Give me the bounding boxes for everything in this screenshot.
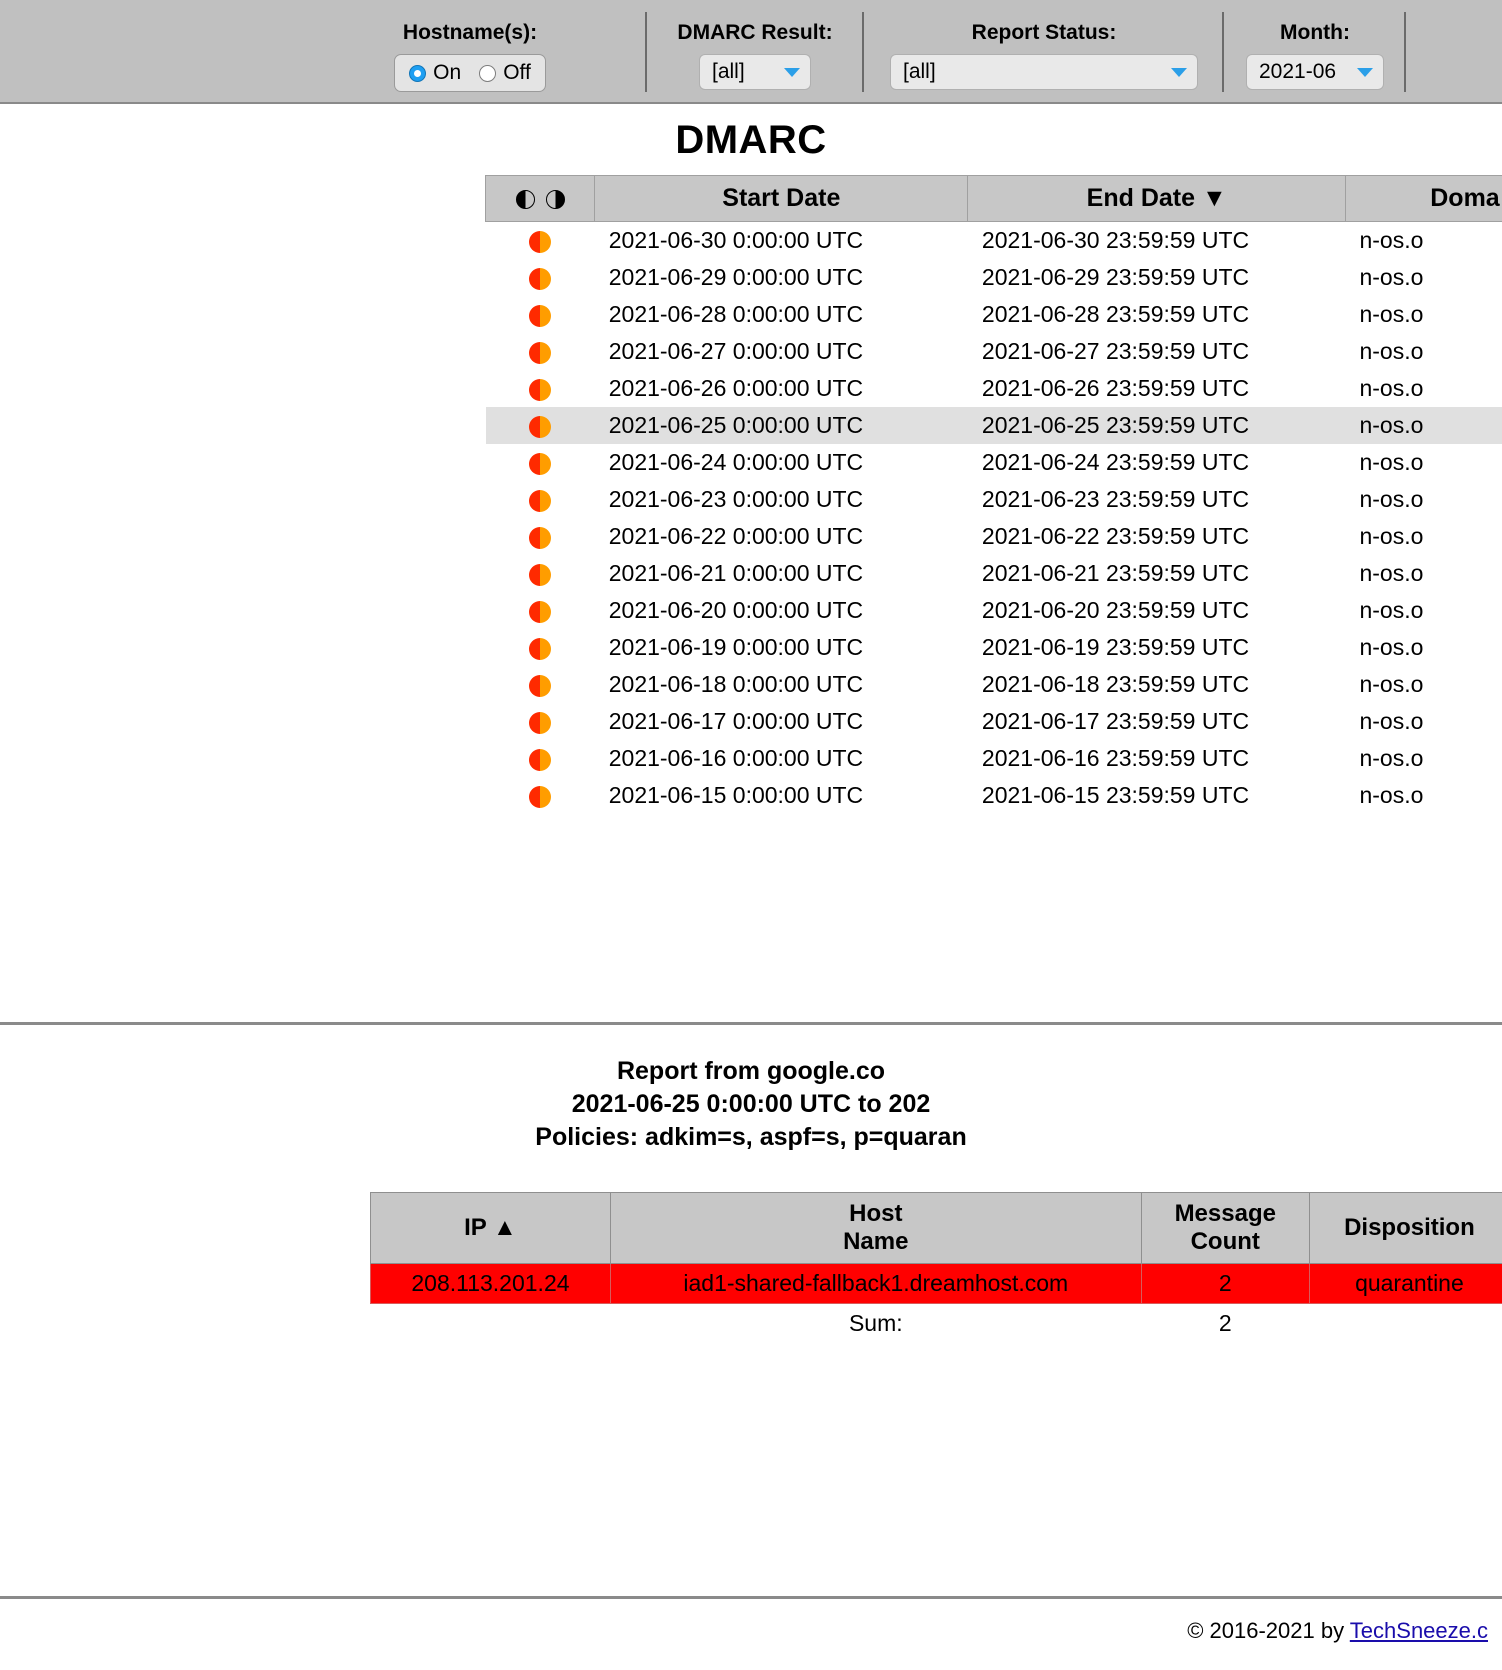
row-status-cell <box>486 407 595 444</box>
row-start-date: 2021-06-21 0:00:00 UTC <box>608 560 864 586</box>
row-end-date: 2021-06-24 23:59:59 UTC <box>981 449 1250 475</box>
status-toggle-icon[interactable] <box>510 184 570 213</box>
column-header-start-date[interactable]: Start Date <box>595 176 968 222</box>
row-end-date: 2021-06-19 23:59:59 UTC <box>981 634 1250 660</box>
dmarc-result-value: [all] <box>712 60 745 83</box>
table-row[interactable] <box>371 1264 1502 1304</box>
row-end-date: 2021-06-16 23:59:59 UTC <box>981 745 1250 771</box>
status-half-dot-icon <box>529 712 551 734</box>
sum-spacer-1 <box>371 1304 611 1344</box>
status-half-dot-icon <box>529 416 551 438</box>
row-start-date: 2021-06-24 0:00:00 UTC <box>608 449 864 475</box>
hostname-radio-on-label: On <box>433 61 462 84</box>
radio-on-icon[interactable] <box>409 65 426 82</box>
row-end-date: 2021-06-28 23:59:59 UTC <box>981 301 1250 327</box>
status-half-dot-icon <box>529 490 551 512</box>
reports-table <box>485 175 1502 814</box>
row-domain: n-os.o <box>1359 375 1424 401</box>
toolbar-divider-1 <box>645 12 647 92</box>
row-status-cell <box>486 629 595 666</box>
footer <box>0 1618 1502 1644</box>
hostname-radio-on[interactable] <box>409 61 461 85</box>
row-status-cell <box>486 222 595 260</box>
row-start-date: 2021-06-18 0:00:00 UTC <box>608 671 864 697</box>
sum-spacer-2 <box>1309 1304 1502 1344</box>
row-end-date: 2021-06-21 23:59:59 UTC <box>981 560 1250 586</box>
column-header-message-count[interactable] <box>1141 1193 1309 1264</box>
row-status-cell <box>486 444 595 481</box>
column-header-ip[interactable]: IP ▲ <box>371 1193 611 1264</box>
reports-table-body <box>486 222 1502 815</box>
row-start-date: 2021-06-22 0:00:00 UTC <box>608 523 864 549</box>
dmarc-result-filter <box>660 0 850 102</box>
table-row[interactable] <box>486 666 1502 703</box>
status-dot-left-icon[interactable] <box>516 190 535 209</box>
detail-row-host-name: iad1-shared-fallback1.dreamhost.com <box>610 1264 1141 1304</box>
detail-table-container <box>370 1192 1502 1343</box>
row-start-date: 2021-06-30 0:00:00 UTC <box>608 227 864 253</box>
status-dot-right-icon[interactable] <box>546 190 565 209</box>
dmarc-result-label: DMARC Result: <box>677 21 833 44</box>
table-row[interactable] <box>486 518 1502 555</box>
row-start-date: 2021-06-28 0:00:00 UTC <box>608 301 864 327</box>
sum-label: Sum: <box>848 1310 903 1336</box>
row-domain: n-os.o <box>1359 671 1424 697</box>
message-count-line-1: Message <box>1174 1200 1276 1227</box>
page-title: DMARC <box>675 118 827 162</box>
table-row[interactable] <box>486 777 1502 814</box>
footer-copyright: © 2016-2021 by <box>1187 1618 1350 1643</box>
table-row[interactable] <box>486 222 1502 260</box>
table-row[interactable] <box>486 370 1502 407</box>
row-start-date: 2021-06-26 0:00:00 UTC <box>608 375 864 401</box>
footer-divider <box>0 1596 1502 1599</box>
row-start-date: 2021-06-19 0:00:00 UTC <box>608 634 864 660</box>
table-row-selected[interactable] <box>486 407 1502 444</box>
detail-heading <box>0 1055 1502 1154</box>
column-header-status[interactable] <box>486 176 595 222</box>
row-start-date: 2021-06-27 0:00:00 UTC <box>608 338 864 364</box>
status-half-dot-icon <box>529 453 551 475</box>
row-end-date: 2021-06-26 23:59:59 UTC <box>981 375 1250 401</box>
row-start-date: 2021-06-23 0:00:00 UTC <box>608 486 864 512</box>
filter-toolbar <box>0 0 1502 104</box>
table-row[interactable] <box>486 592 1502 629</box>
table-row[interactable] <box>486 259 1502 296</box>
row-status-cell <box>486 703 595 740</box>
detail-sum-row <box>371 1304 1502 1344</box>
row-status-cell <box>486 740 595 777</box>
status-half-dot-icon <box>529 305 551 327</box>
column-header-domain[interactable]: Doma <box>1345 176 1502 222</box>
row-domain: n-os.o <box>1359 597 1424 623</box>
row-status-cell <box>486 555 595 592</box>
detail-row-message-count: 2 <box>1141 1264 1309 1304</box>
table-row[interactable] <box>486 296 1502 333</box>
message-count-line-2: Count <box>1190 1228 1260 1255</box>
row-end-date: 2021-06-17 23:59:59 UTC <box>981 708 1250 734</box>
row-status-cell <box>486 333 595 370</box>
row-domain: n-os.o <box>1359 634 1424 660</box>
row-domain: n-os.o <box>1359 264 1424 290</box>
status-half-dot-icon <box>529 231 551 253</box>
row-start-date: 2021-06-25 0:00:00 UTC <box>595 407 968 444</box>
detail-table <box>370 1192 1502 1343</box>
row-end-date: 2021-06-18 23:59:59 UTC <box>981 671 1250 697</box>
row-domain: n-os.o <box>1345 407 1502 444</box>
chevron-down-icon[interactable] <box>784 68 800 77</box>
status-half-dot-icon <box>529 527 551 549</box>
status-half-dot-icon <box>529 268 551 290</box>
row-start-date: 2021-06-16 0:00:00 UTC <box>608 745 864 771</box>
month-filter <box>1232 0 1398 102</box>
host-name-line-1: Host <box>849 1200 903 1227</box>
status-half-dot-icon <box>529 564 551 586</box>
toolbar-divider-2 <box>862 12 864 92</box>
toolbar-divider-4 <box>1404 12 1406 92</box>
row-domain: n-os.o <box>1359 338 1424 364</box>
row-domain: n-os.o <box>1359 449 1424 475</box>
table-row[interactable] <box>486 555 1502 592</box>
row-end-date: 2021-06-22 23:59:59 UTC <box>981 523 1250 549</box>
row-status-cell <box>486 777 595 814</box>
row-status-cell <box>486 481 595 518</box>
row-status-cell <box>486 592 595 629</box>
status-half-dot-icon <box>529 749 551 771</box>
row-end-date: 2021-06-15 23:59:59 UTC <box>981 782 1250 808</box>
dmarc-result-select[interactable] <box>699 54 811 90</box>
status-half-dot-icon <box>529 675 551 697</box>
report-status-select[interactable] <box>890 54 1198 90</box>
status-half-dot-icon <box>529 379 551 401</box>
table-row[interactable] <box>486 444 1502 481</box>
row-domain: n-os.o <box>1359 301 1424 327</box>
row-end-date: 2021-06-20 23:59:59 UTC <box>981 597 1250 623</box>
row-status-cell <box>486 370 595 407</box>
row-status-cell <box>486 666 595 703</box>
row-end-date: 2021-06-25 23:59:59 UTC <box>968 407 1346 444</box>
row-end-date: 2021-06-27 23:59:59 UTC <box>981 338 1250 364</box>
hostname-radio-off[interactable] <box>479 61 531 85</box>
row-domain: n-os.o <box>1359 745 1424 771</box>
status-half-dot-icon <box>529 342 551 364</box>
hostname-radio-group[interactable] <box>394 54 546 92</box>
detail-heading-line-3: Policies: adkim=s, aspf=s, p=quaran <box>535 1123 967 1151</box>
host-name-line-2: Name <box>843 1228 909 1255</box>
hostname-filter-label: Hostname(s): <box>402 21 538 44</box>
row-end-date: 2021-06-30 23:59:59 UTC <box>981 227 1250 253</box>
status-half-dot-icon <box>529 786 551 808</box>
hostname-filter <box>300 0 640 102</box>
hostname-radio-off-label: Off <box>503 61 531 84</box>
row-domain: n-os.o <box>1359 708 1424 734</box>
row-start-date: 2021-06-15 0:00:00 UTC <box>608 782 864 808</box>
table-row[interactable] <box>486 740 1502 777</box>
reports-table-header-row <box>486 176 1502 222</box>
row-end-date: 2021-06-23 23:59:59 UTC <box>981 486 1250 512</box>
column-header-disposition[interactable]: Disposition <box>1309 1193 1502 1264</box>
chevron-down-icon[interactable] <box>1171 68 1187 77</box>
month-select[interactable] <box>1246 54 1384 90</box>
row-start-date: 2021-06-20 0:00:00 UTC <box>608 597 864 623</box>
chevron-down-icon[interactable] <box>1357 68 1373 77</box>
report-status-value: [all] <box>903 60 936 83</box>
table-row[interactable] <box>486 629 1502 666</box>
toolbar-divider-3 <box>1222 12 1224 92</box>
report-status-label: Report Status: <box>971 21 1117 44</box>
row-domain: n-os.o <box>1359 523 1424 549</box>
detail-heading-line-1: Report from google.co <box>616 1057 886 1085</box>
row-status-cell <box>486 259 595 296</box>
row-end-date: 2021-06-29 23:59:59 UTC <box>981 264 1250 290</box>
reports-table-container <box>485 175 1502 814</box>
row-start-date: 2021-06-17 0:00:00 UTC <box>608 708 864 734</box>
radio-off-icon[interactable] <box>479 65 496 82</box>
report-status-filter <box>876 0 1212 102</box>
row-start-date: 2021-06-29 0:00:00 UTC <box>608 264 864 290</box>
section-divider <box>0 1022 1502 1025</box>
column-header-end-date[interactable]: End Date ▼ <box>968 176 1346 222</box>
row-domain: n-os.o <box>1359 227 1424 253</box>
detail-row-disposition: quarantine <box>1309 1264 1502 1304</box>
row-status-cell <box>486 296 595 333</box>
column-header-host-name[interactable] <box>610 1193 1141 1264</box>
table-row[interactable] <box>486 333 1502 370</box>
footer-link[interactable]: TechSneeze.c <box>1349 1618 1488 1643</box>
row-domain: n-os.o <box>1359 560 1424 586</box>
sum-value: 2 <box>1218 1310 1232 1336</box>
row-status-cell <box>486 518 595 555</box>
row-domain: n-os.o <box>1359 782 1424 808</box>
month-value: 2021-06 <box>1259 60 1337 83</box>
status-half-dot-icon <box>529 638 551 660</box>
status-half-dot-icon <box>529 601 551 623</box>
detail-table-body <box>371 1264 1502 1344</box>
detail-header-row <box>371 1193 1502 1264</box>
month-label: Month: <box>1280 21 1350 44</box>
row-domain: n-os.o <box>1359 486 1424 512</box>
table-row[interactable] <box>486 481 1502 518</box>
table-row[interactable] <box>486 703 1502 740</box>
detail-row-ip: 208.113.201.24 <box>371 1264 611 1304</box>
detail-heading-line-2: 2021-06-25 0:00:00 UTC to 202 <box>571 1090 931 1118</box>
